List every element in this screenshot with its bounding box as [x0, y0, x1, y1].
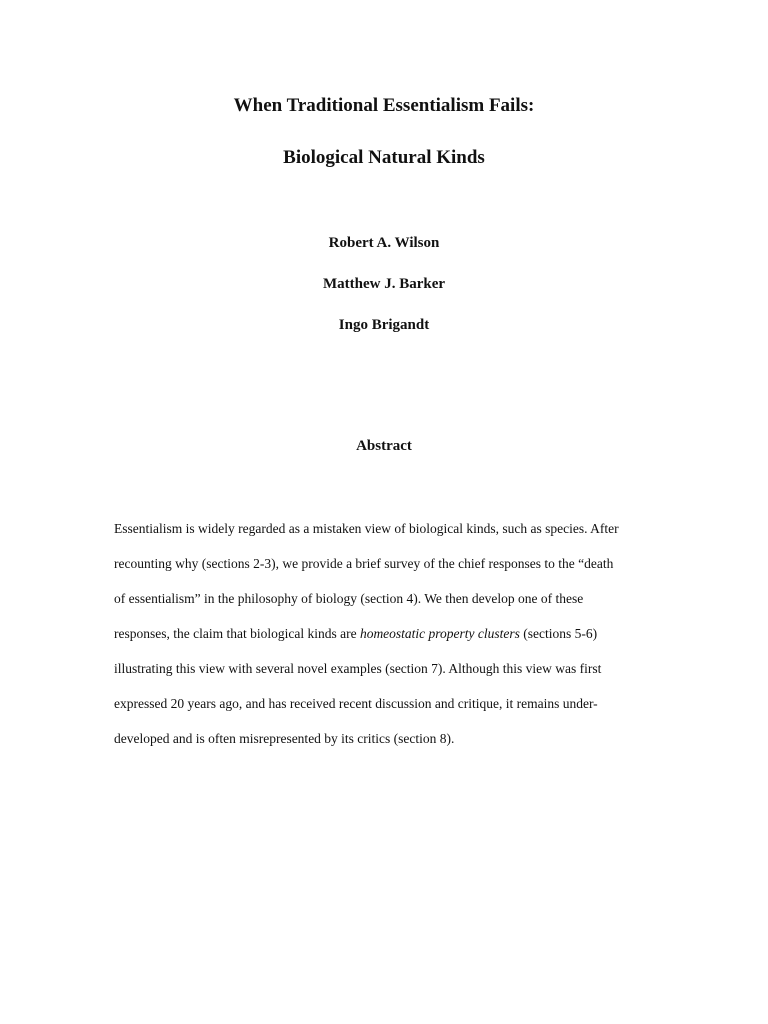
- abstract-line: Essentialism is widely regarded as a mistaken view of biological kinds, such as species. After: [114, 521, 619, 536]
- italic-term: homeostatic property clusters: [359, 626, 520, 641]
- author-name: Robert A. Wilson: [328, 235, 440, 251]
- abstract-line: expressed 20 years ago, and has received recent discussion and critique, it remains under-: [114, 696, 598, 711]
- abstract-line: recounting why (sections 2-3), we provide a brief survey of the chief responses to the “death: [114, 556, 614, 571]
- abstract-heading: Abstract: [356, 438, 412, 454]
- abstract-line: [114, 616, 659, 651]
- abstract-line: developed and is often misrepresented by its critics (section 8).: [114, 731, 455, 746]
- abstract-line: illustrating this view with several novel examples (section 7). Although this view was first: [114, 661, 602, 676]
- abstract-body: [114, 511, 659, 756]
- abstract-line-text: responses, the claim that biological kinds are: [114, 626, 360, 641]
- author-name: Matthew J. Barker: [322, 276, 446, 292]
- abstract-line: of essentialism” in the philosophy of biology (section 4). We then develop one of these: [114, 591, 584, 606]
- paper-title-line-1: When Traditional Essentialism Fails:: [233, 95, 535, 116]
- author-name: Ingo Brigandt: [338, 317, 430, 333]
- abstract-line-text: (sections 5-6): [519, 626, 598, 641]
- paper-title-line-2: Biological Natural Kinds: [283, 147, 485, 168]
